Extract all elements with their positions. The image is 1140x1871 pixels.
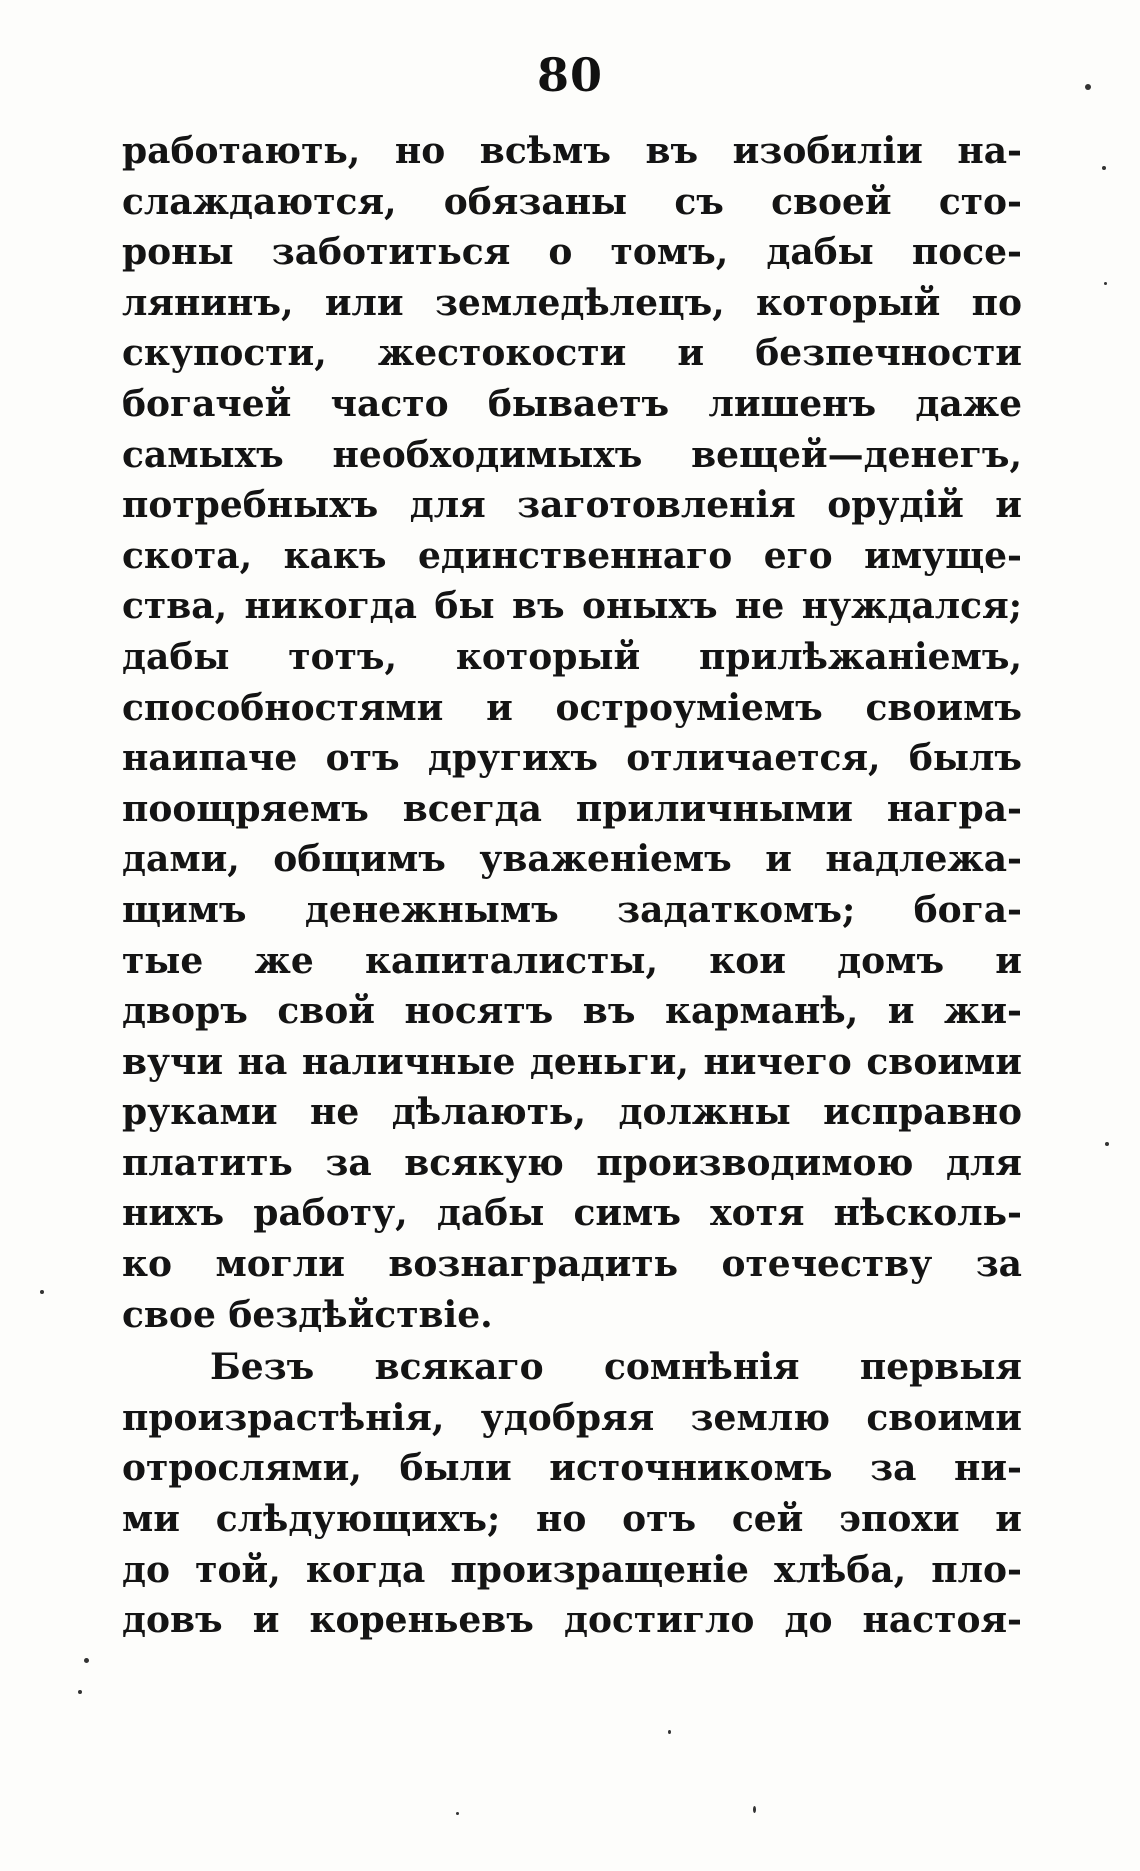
scan-speck xyxy=(456,1812,459,1815)
scan-speck xyxy=(78,1690,82,1694)
text-line: довъ и кореньевъ достигло до настоя- xyxy=(122,1599,1022,1642)
text-line: дабы тотъ, который прилѣжаніемъ, xyxy=(122,635,1022,678)
text-line: потребныхъ для заготовленія орудій и xyxy=(122,484,1022,527)
text-line: вучи на наличные деньги, ничего своими xyxy=(122,1040,1022,1083)
text-line: скупости, жестокости и безпечности xyxy=(122,332,1022,375)
scan-speck xyxy=(668,1730,671,1734)
text-line: ства, никогда бы въ оныхъ не нуждался; xyxy=(122,585,1022,628)
text-line: работають, но всѣмъ въ изобиліи на- xyxy=(122,130,1022,172)
body-text xyxy=(122,126,1022,1646)
scan-speck xyxy=(753,1806,756,1813)
text-line: тые же капиталисты, кои домъ и xyxy=(122,939,1022,982)
text-line: ми слѣдующихъ; но отъ сей эпохи и xyxy=(122,1498,1022,1541)
text-line: свое бездѣйствіе. xyxy=(122,1293,493,1336)
text-line: руками не дѣлають, должны исправно xyxy=(122,1091,1022,1134)
text-line: наипаче отъ другихъ отличается, былъ xyxy=(122,737,1022,780)
scan-speck xyxy=(1105,1142,1109,1146)
text-line: Безъ всякаго сомнѣнія первыя xyxy=(210,1346,1022,1389)
scan-speck xyxy=(1102,166,1106,170)
text-line: нихъ работу, дабы симъ хотя нѣсколь- xyxy=(122,1192,1022,1235)
text-line: роны заботиться о томъ, дабы посе- xyxy=(122,231,1022,274)
scan-speck xyxy=(84,1658,89,1663)
text-line: дворъ свой носятъ въ карманѣ, и жи- xyxy=(122,990,1022,1033)
text-line: самыхъ необходимыхъ вещей—денегъ, xyxy=(122,433,1022,476)
scan-speck xyxy=(1104,282,1107,285)
text-line: богачей часто бываетъ лишенъ даже xyxy=(122,382,1022,425)
scan-speck xyxy=(40,1290,44,1294)
text-line: ко могли вознаградить отечеству за xyxy=(122,1243,1022,1286)
text-line: платить за всякую производимою для xyxy=(122,1141,1022,1184)
text-line: произрастѣнія, удобряя землю своими xyxy=(122,1396,1022,1439)
text-line: щимъ денежнымъ задаткомъ; бога- xyxy=(122,888,1022,931)
text-line: слаждаются, обязаны съ своей сто- xyxy=(122,180,1022,223)
text-line: до той, когда произращеніе хлѣба, пло- xyxy=(122,1548,1022,1591)
text-line: отрослями, были источникомъ за ни- xyxy=(122,1447,1022,1490)
text-line: дами, общимъ уваженіемъ и надлежа- xyxy=(122,838,1022,881)
text-line: поощряемъ всегда приличными награ- xyxy=(122,787,1022,830)
page-number: 80 xyxy=(536,48,603,102)
text-line: скота, какъ единственнаго его имуще- xyxy=(122,534,1022,577)
text-line: способностями и остроуміемъ своимъ xyxy=(122,686,1022,729)
scan-speck xyxy=(1085,84,1091,90)
text-line: лянинъ, или земледѣлецъ, который по xyxy=(122,281,1022,324)
